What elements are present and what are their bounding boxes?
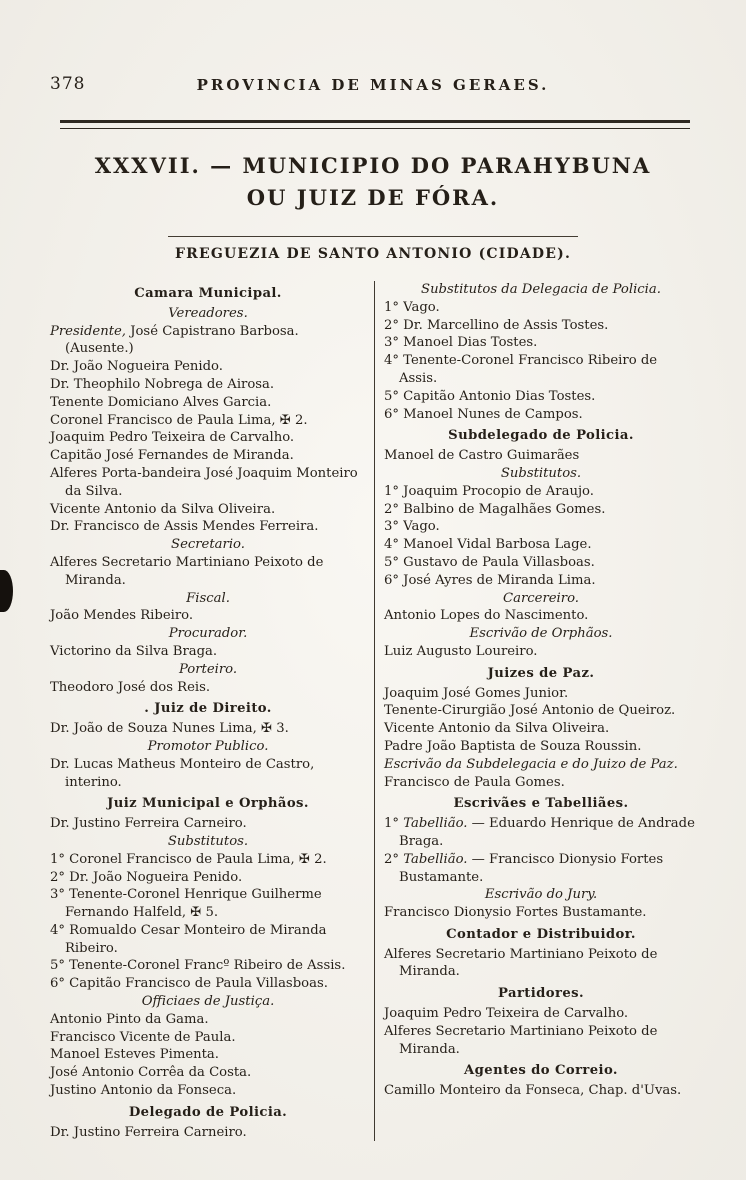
office-heading: Delegado de Policia. — [128, 1104, 288, 1120]
left-column — [50, 281, 374, 1141]
two-column-body — [50, 281, 698, 1141]
right-column — [374, 281, 698, 1141]
office-heading: Partidores. — [498, 986, 584, 1002]
directory-entry: 2° Dr. Marcellino de Assis Tostes. — [384, 317, 609, 333]
role-subheading: Fiscal. — [186, 590, 230, 606]
directory-entry: Dr. Justino Ferreira Carneiro. — [50, 1124, 247, 1140]
running-header: PROVINCIA DE MINAS GERAES. — [196, 76, 550, 94]
office-heading: . Juiz de Direito. — [144, 701, 272, 717]
directory-entry: Alferes Porta-bandeira José Joaquim Monteiro da Silva. — [50, 465, 358, 499]
directory-entry: Dr. Justino Ferreira Carneiro. — [50, 816, 247, 832]
header-rule — [60, 120, 690, 129]
directory-entry: Francisco de Paula Gomes. — [384, 774, 565, 790]
role-subheading: Substitutos da Delegacia de Policia. — [421, 282, 661, 297]
directory-entry: 1° Joaquim Procopio de Araujo. — [384, 483, 594, 499]
role-subheading: Secretario. — [171, 537, 245, 553]
directory-entry: Antonio Lopes do Nascimento. — [384, 608, 589, 624]
directory-entry: Antonio Pinto da Gama. — [50, 1011, 209, 1027]
page-number: 378 — [50, 74, 86, 94]
office-heading: Contador e Distribuidor. — [446, 926, 636, 942]
directory-entry: Luiz Augusto Loureiro. — [384, 643, 538, 659]
directory-entry: 2° Balbino de Magalhães Gomes. — [384, 501, 606, 517]
directory-entry: 2° Tabellião. — Francisco Dionysio Fortes Bustamante. — [384, 851, 664, 885]
directory-entry: Theodoro José dos Reis. — [50, 679, 211, 695]
directory-entry: Vicente Antonio da Silva Oliveira. — [50, 501, 276, 517]
directory-entry: 1° Vago. — [384, 299, 440, 315]
directory-entry: 6° Capitão Francisco de Paula Villasboas. — [50, 976, 328, 992]
directory-entry: Vicente Antonio da Silva Oliveira. — [384, 721, 610, 737]
office-heading: Juizes de Paz. — [487, 665, 595, 681]
directory-entry: Manoel Esteves Pimenta. — [50, 1047, 219, 1063]
role-subheading: Officiaes de Justiça. — [141, 994, 275, 1010]
directory-entry: Presidente, José Capistrano Barbosa. (Ausente.) — [50, 323, 299, 357]
directory-entry: José Antonio Corrêa da Costa. — [50, 1065, 252, 1081]
directory-entry: Dr. Theophilo Nobrega de Airosa. — [50, 376, 275, 392]
role-subheading: Porteiro. — [178, 661, 238, 677]
role-subheading: Promotor Publico. — [147, 738, 269, 754]
directory-entry: Padre João Baptista de Souza Roussin. — [384, 738, 642, 754]
directory-entry: Escrivão da Subdelegacia e do Juizo de Paz. — [384, 756, 678, 772]
directory-entry: 5° Tenente-Coronel Francº Ribeiro de Assis. — [50, 958, 346, 974]
directory-entry: Camillo Monteiro da Fonseca, Chap. d'Uvas. — [384, 1083, 682, 1099]
directory-entry: Justino Antonio da Fonseca. — [50, 1083, 237, 1099]
directory-entry: 1° Tabellião. — Eduardo Henrique de Andrade Braga. — [384, 816, 695, 849]
directory-entry: 2° Dr. João Nogueira Penido. — [50, 869, 243, 885]
directory-entry: Dr. Lucas Matheus Monteiro de Castro, interino. — [50, 756, 315, 790]
directory-entry: João Mendes Ribeiro. — [50, 608, 194, 624]
office-heading: Agentes do Correio. — [464, 1063, 618, 1079]
directory-entry: Dr. Francisco de Assis Mendes Ferreira. — [50, 519, 319, 535]
directory-entry: Alferes Secretario Martiniano Peixoto de Miranda. — [50, 554, 324, 588]
directory-entry: Francisco Vicente de Paula. — [50, 1029, 236, 1045]
section-rule — [168, 236, 578, 237]
role-subheading: Substitutos. — [167, 833, 249, 849]
directory-entry: Tenente-Cirurgião José Antonio de Queiroz. — [384, 703, 676, 719]
directory-entry: Dr. João Nogueira Penido. — [50, 359, 223, 375]
office-heading: Escrivães e Tabelliães. — [453, 796, 629, 812]
ink-blot — [0, 570, 13, 612]
directory-entry: Joaquim Pedro Teixeira de Carvalho. — [50, 430, 295, 446]
role-subheading: Escrivão do Jury. — [484, 887, 598, 903]
directory-entry: Alferes Secretario Martiniano Peixoto de Miranda. — [384, 1023, 658, 1057]
directory-entry: Alferes Secretario Martiniano Peixoto de Miranda. — [384, 946, 658, 980]
role-subheading: Escrivão de Orphãos. — [469, 626, 613, 642]
directory-entry: Coronel Francisco de Paula Lima, ✠ 2. — [50, 412, 308, 428]
directory-entry: Manoel de Castro Guimarães — [384, 448, 580, 464]
directory-entry: 3° Manoel Dias Tostes. — [384, 335, 538, 351]
office-heading: Juiz Municipal e Orphãos. — [107, 796, 309, 812]
office-heading: Camara Municipal. — [134, 286, 282, 301]
directory-entry: 6° Manoel Nunes de Campos. — [384, 406, 583, 422]
directory-entry: Francisco Dionysio Fortes Bustamante. — [384, 905, 647, 921]
role-subheading: Substitutos. — [500, 465, 582, 481]
directory-entry: Tenente Domiciano Alves Garcia. — [50, 394, 272, 410]
directory-entry: 1° Coronel Francisco de Paula Lima, ✠ 2. — [50, 851, 327, 867]
directory-entry: 3° Vago. — [384, 519, 440, 535]
directory-entry: 6° José Ayres de Miranda Lima. — [384, 572, 596, 588]
directory-entry: Joaquim Pedro Teixeira de Carvalho. — [384, 1006, 629, 1022]
office-heading: Subdelegado de Policia. — [448, 428, 634, 444]
directory-entry: Dr. João de Souza Nunes Lima, ✠ 3. — [50, 721, 289, 737]
directory-entry: 4° Manoel Vidal Barbosa Lage. — [384, 537, 592, 553]
role-subheading: Vereadores. — [168, 305, 248, 321]
directory-entry: 5° Capitão Antonio Dias Tostes. — [384, 388, 596, 404]
directory-entry: Joaquim José Gomes Junior. — [384, 685, 569, 701]
directory-entry: 3° Tenente-Coronel Henrique Guilherme Fernando Halfeld, ✠ 5. — [50, 887, 322, 921]
chapter-title-line1: XXXVII. — MUNICIPIO DO PARAHYBUNA — [94, 153, 652, 178]
chapter-title-line2: OU JUIZ DE FÓRA. — [246, 185, 500, 210]
directory-entry: Victorino da Silva Braga. — [50, 643, 218, 659]
directory-entry: 5° Gustavo de Paula Villasboas. — [384, 554, 595, 570]
directory-entry: 4° Tenente-Coronel Francisco Ribeiro de Assis. — [384, 353, 658, 386]
role-subheading: Procurador. — [168, 626, 248, 642]
freguezia-heading: FREGUEZIA DE SANTO ANTONIO (CIDADE). — [174, 246, 572, 262]
directory-entry: 4° Romualdo Cesar Monteiro de Miranda Ribeiro. — [50, 922, 327, 956]
role-subheading: Carcereiro. — [503, 590, 579, 606]
chapter-title — [0, 150, 746, 214]
directory-entry: Capitão José Fernandes de Miranda. — [50, 448, 294, 464]
